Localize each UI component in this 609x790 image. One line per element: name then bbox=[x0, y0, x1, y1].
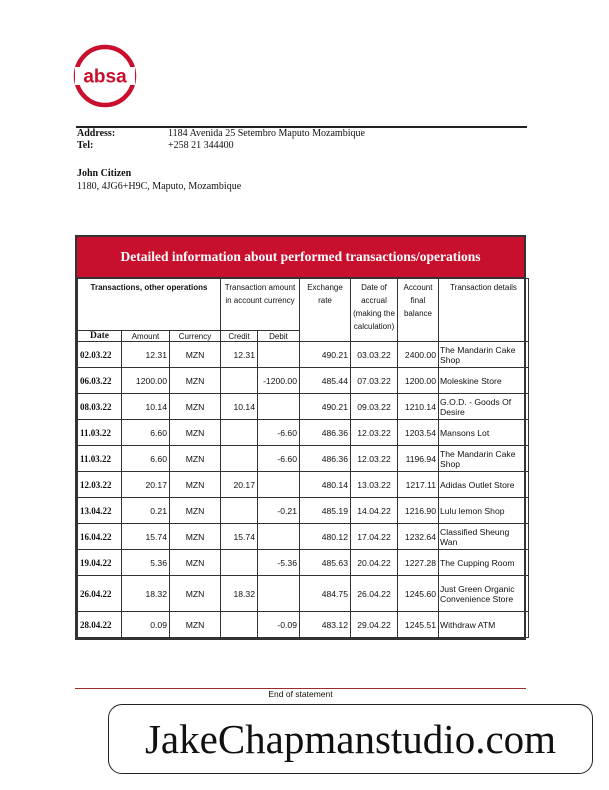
cell-credit bbox=[221, 420, 258, 446]
cell-debit bbox=[258, 394, 300, 420]
table-row bbox=[78, 368, 529, 394]
cell-credit bbox=[221, 550, 258, 576]
cell-balance: 1232.64 bbox=[398, 524, 439, 550]
cell-amount: 1200.00 bbox=[122, 368, 170, 394]
cell-debit: -5.36 bbox=[258, 550, 300, 576]
cell-currency: MZN bbox=[170, 394, 221, 420]
cell-details: Classified Sheung Wan bbox=[439, 524, 529, 550]
table-row bbox=[78, 446, 529, 472]
cell-amount: 0.21 bbox=[122, 498, 170, 524]
cell-date: 02.03.22 bbox=[78, 342, 122, 368]
cell-balance: 1227.28 bbox=[398, 550, 439, 576]
header-credit: Credit bbox=[221, 331, 258, 342]
transactions-section bbox=[75, 235, 526, 640]
cell-credit: 12.31 bbox=[221, 342, 258, 368]
cell-details: The Mandarin Cake Shop bbox=[439, 446, 529, 472]
cell-details: The Cupping Room bbox=[439, 550, 529, 576]
cell-currency: MZN bbox=[170, 472, 221, 498]
table-row bbox=[78, 550, 529, 576]
cell-accrual-date: 20.04.22 bbox=[351, 550, 398, 576]
cell-currency: MZN bbox=[170, 368, 221, 394]
cell-date: 13.04.22 bbox=[78, 498, 122, 524]
transactions-table bbox=[77, 278, 529, 638]
cell-date: 06.03.22 bbox=[78, 368, 122, 394]
cell-debit: -1200.00 bbox=[258, 368, 300, 394]
absa-logo bbox=[73, 44, 137, 108]
cell-debit bbox=[258, 472, 300, 498]
cell-debit bbox=[258, 524, 300, 550]
cell-balance: 2400.00 bbox=[398, 342, 439, 368]
table-row bbox=[78, 394, 529, 420]
cell-accrual-date: 17.04.22 bbox=[351, 524, 398, 550]
cell-credit: 18.32 bbox=[221, 576, 258, 612]
cell-exchange-rate: 490.21 bbox=[300, 342, 351, 368]
cell-balance: 1200.00 bbox=[398, 368, 439, 394]
cell-debit: -6.60 bbox=[258, 420, 300, 446]
cell-debit: -6.60 bbox=[258, 446, 300, 472]
table-row bbox=[78, 524, 529, 550]
cell-accrual-date: 12.03.22 bbox=[351, 446, 398, 472]
cell-exchange-rate: 485.19 bbox=[300, 498, 351, 524]
cell-date: 11.03.22 bbox=[78, 446, 122, 472]
table-row bbox=[78, 342, 529, 368]
cell-date: 11.03.22 bbox=[78, 420, 122, 446]
header-debit: Debit bbox=[258, 331, 300, 342]
cell-accrual-date: 09.03.22 bbox=[351, 394, 398, 420]
customer-address: 1180, 4JG6+H9C, Maputo, Mozambique bbox=[77, 181, 242, 192]
header-final-balance: Account final balance bbox=[398, 279, 439, 342]
cell-date: 28.04.22 bbox=[78, 612, 122, 638]
cell-accrual-date: 26.04.22 bbox=[351, 576, 398, 612]
cell-amount: 5.36 bbox=[122, 550, 170, 576]
cell-accrual-date: 29.04.22 bbox=[351, 612, 398, 638]
bank-contact bbox=[77, 128, 365, 152]
cell-credit: 10.14 bbox=[221, 394, 258, 420]
cell-amount: 15.74 bbox=[122, 524, 170, 550]
cell-currency: MZN bbox=[170, 342, 221, 368]
cell-accrual-date: 12.03.22 bbox=[351, 420, 398, 446]
cell-date: 19.04.22 bbox=[78, 550, 122, 576]
header-transactions: Transactions, other operations bbox=[78, 279, 221, 331]
cell-amount: 10.14 bbox=[122, 394, 170, 420]
cell-debit bbox=[258, 576, 300, 612]
cell-balance: 1203.54 bbox=[398, 420, 439, 446]
logo-wordmark: absa bbox=[83, 66, 127, 88]
cell-currency: MZN bbox=[170, 420, 221, 446]
header-exchange-rate: Exchange rate bbox=[300, 279, 351, 342]
header-currency: Currency bbox=[170, 331, 221, 342]
cell-accrual-date: 07.03.22 bbox=[351, 368, 398, 394]
header-accrual-date: Date of accrual (making the calculation) bbox=[351, 279, 398, 342]
cell-balance: 1245.60 bbox=[398, 576, 439, 612]
table-row bbox=[78, 420, 529, 446]
header-details: Transaction details bbox=[439, 279, 529, 342]
table-row bbox=[78, 612, 529, 638]
cell-amount: 18.32 bbox=[122, 576, 170, 612]
table-title: Detailed information about performed transactions/operations bbox=[75, 235, 526, 277]
cell-credit: 20.17 bbox=[221, 472, 258, 498]
cell-amount: 6.60 bbox=[122, 446, 170, 472]
customer-block bbox=[77, 167, 241, 193]
transactions-body bbox=[78, 342, 529, 638]
header-amount: Amount bbox=[122, 331, 170, 342]
cell-accrual-date: 13.03.22 bbox=[351, 472, 398, 498]
address-label: Address: bbox=[77, 128, 116, 139]
table-row bbox=[78, 498, 529, 524]
cell-amount: 12.31 bbox=[122, 342, 170, 368]
cell-date: 16.04.22 bbox=[78, 524, 122, 550]
cell-exchange-rate: 485.44 bbox=[300, 368, 351, 394]
cell-exchange-rate: 485.63 bbox=[300, 550, 351, 576]
cell-currency: MZN bbox=[170, 498, 221, 524]
cell-exchange-rate: 480.14 bbox=[300, 472, 351, 498]
cell-amount: 20.17 bbox=[122, 472, 170, 498]
cell-date: 08.03.22 bbox=[78, 394, 122, 420]
cell-debit: -0.09 bbox=[258, 612, 300, 638]
cell-debit: -0.21 bbox=[258, 498, 300, 524]
address-value: 1184 Avenida 25 Setembro Maputo Mozambique bbox=[168, 128, 365, 139]
cell-credit bbox=[221, 446, 258, 472]
cell-accrual-date: 14.04.22 bbox=[351, 498, 398, 524]
cell-currency: MZN bbox=[170, 576, 221, 612]
cell-date: 12.03.22 bbox=[78, 472, 122, 498]
cell-currency: MZN bbox=[170, 446, 221, 472]
cell-details: Lulu lemon Shop bbox=[439, 498, 529, 524]
cell-details: Mansons Lot bbox=[439, 420, 529, 446]
cell-details: G.O.D. - Goods Of Desire bbox=[439, 394, 529, 420]
cell-exchange-rate: 480.12 bbox=[300, 524, 351, 550]
cell-date: 26.04.22 bbox=[78, 576, 122, 612]
cell-amount: 0.09 bbox=[122, 612, 170, 638]
cell-currency: MZN bbox=[170, 550, 221, 576]
cell-exchange-rate: 486.36 bbox=[300, 420, 351, 446]
tel-value: +258 21 344400 bbox=[168, 140, 234, 151]
cell-accrual-date: 03.03.22 bbox=[351, 342, 398, 368]
header-date: Date bbox=[78, 331, 122, 342]
cell-details: Moleskine Store bbox=[439, 368, 529, 394]
cell-amount: 6.60 bbox=[122, 420, 170, 446]
watermark-banner bbox=[108, 704, 593, 774]
cell-balance: 1245.51 bbox=[398, 612, 439, 638]
end-of-statement: End of statement bbox=[268, 689, 333, 699]
cell-debit bbox=[258, 342, 300, 368]
cell-exchange-rate: 484.75 bbox=[300, 576, 351, 612]
cell-credit bbox=[221, 498, 258, 524]
watermark-text: JakeChapmanstudio.com bbox=[144, 716, 557, 762]
cell-credit bbox=[221, 612, 258, 638]
header-amount-account: Transaction amount in account currency bbox=[221, 279, 300, 331]
cell-balance: 1196.94 bbox=[398, 446, 439, 472]
cell-exchange-rate: 490.21 bbox=[300, 394, 351, 420]
cell-exchange-rate: 486.36 bbox=[300, 446, 351, 472]
cell-details: Withdraw ATM bbox=[439, 612, 529, 638]
cell-credit bbox=[221, 368, 258, 394]
cell-balance: 1210.14 bbox=[398, 394, 439, 420]
cell-details: The Mandarin Cake Shop bbox=[439, 342, 529, 368]
table-row bbox=[78, 472, 529, 498]
cell-credit: 15.74 bbox=[221, 524, 258, 550]
cell-exchange-rate: 483.12 bbox=[300, 612, 351, 638]
cell-currency: MZN bbox=[170, 612, 221, 638]
cell-balance: 1217.11 bbox=[398, 472, 439, 498]
cell-details: Just Green Organic Convenience Store bbox=[439, 576, 529, 612]
cell-currency: MZN bbox=[170, 524, 221, 550]
cell-details: Adidas Outlet Store bbox=[439, 472, 529, 498]
cell-balance: 1216.90 bbox=[398, 498, 439, 524]
customer-name: John Citizen bbox=[77, 168, 132, 179]
table-row bbox=[78, 576, 529, 612]
tel-label: Tel: bbox=[77, 140, 94, 151]
